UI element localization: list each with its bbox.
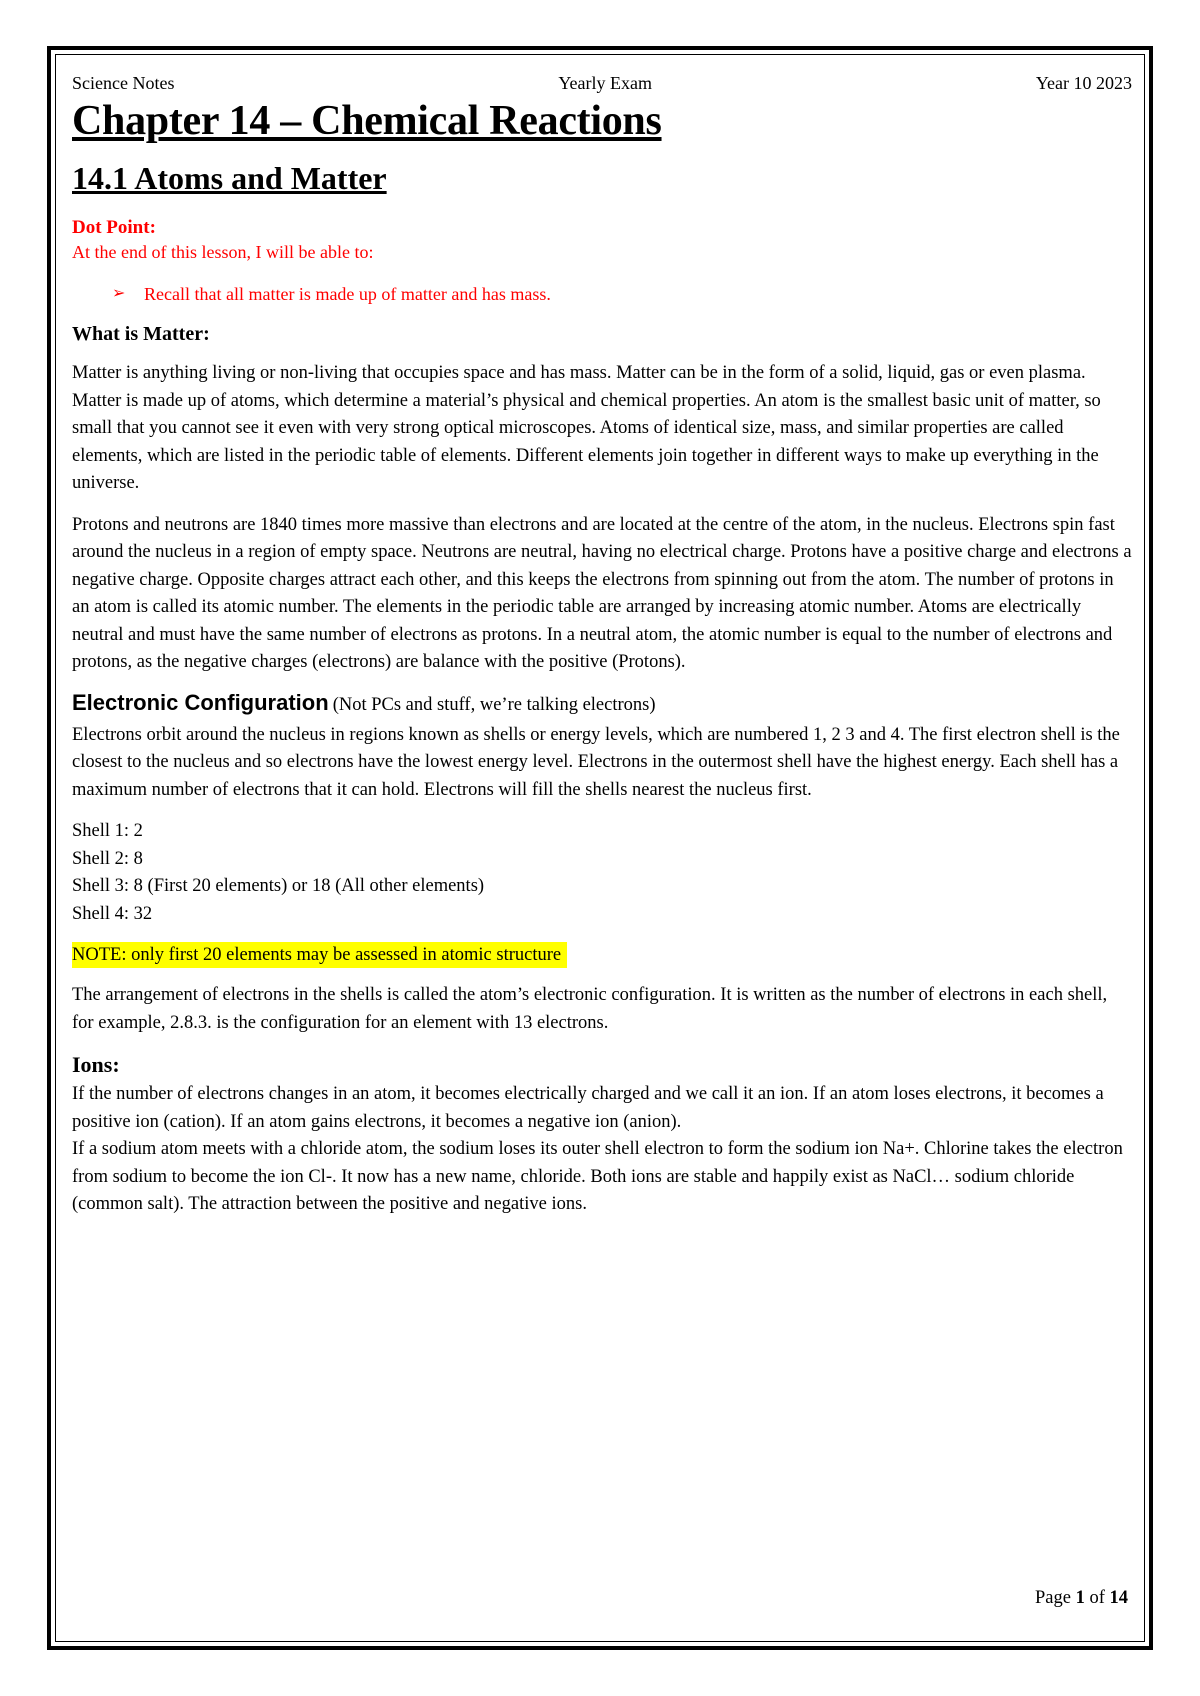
- paragraph: Matter is anything living or non-living that occupies space and has mass. Matter can be in the form of a solid, liquid, gas or even plasma. Matter is made up of atoms, which determine a material’s physical and chemical properties. An atom is the smallest basic unit of matter, so small that you cannot see it even with very strong optical microscopes. Atoms of identical size, mass, and similar properties are called elements, which are listed in the periodic table of elements. Different elements join together in different ways to make up everything in the universe.: [72, 363, 1101, 493]
- chapter-title: Chapter 14 – Chemical Reactions: [72, 98, 662, 144]
- what-is-matter-heading: What is Matter:: [72, 323, 210, 345]
- dot-point-list: [72, 282, 1132, 306]
- page-number: 1: [1075, 1588, 1085, 1608]
- of-word: of: [1089, 1588, 1105, 1608]
- dot-point-intro: At the end of this lesson, I will be able to:: [72, 242, 374, 262]
- assessment-note: NOTE: only first 20 elements may be assessed in atomic structure: [72, 942, 567, 968]
- shell-line: Shell 1: 2: [72, 821, 143, 841]
- paragraph: The arrangement of electrons in the shells is called the atom’s electronic configuration. It is written as the number of electrons in each shell, for example, 2.8.3. is the configuration for an element with 13 electrons.: [72, 985, 1108, 1033]
- arrow-bullet-icon: ➢: [112, 285, 126, 302]
- header-right: Year 10 2023: [1035, 73, 1132, 93]
- paragraph: Protons and neutrons are 1840 times more massive than electrons and are located at the centre of the atom, in the nucleus. Electrons spin fast around the nucleus in a region of empty space. Neutrons are neutral, having no electrical charge. Protons have a positive charge and electrons a negative charge. Opposite charges attract each other, and this keeps the electrons from spinning out from the atom. The number of protons in an atom is called its atomic number. The elements in the periodic table are arranged by increasing atomic number. Atoms are electrically neutral and must have the same number of electrons as protons. In a neutral atom, the atomic number is equal to the number of electrons and protons, as the negative charges (electrons) are balance with the positive (Protons).: [72, 514, 1132, 672]
- ions-text-1: If the number of electrons changes in an atom, it becomes electrically charged and we call it an ion. If an atom loses electrons, it becomes a positive ion (cation). If an atom gains electrons, it becomes a negative ion (anion).: [72, 1084, 1104, 1132]
- shell-line: Shell 2: 8: [72, 848, 143, 869]
- section-title: 14.1 Atoms and Matter: [72, 160, 387, 196]
- document-body: [72, 72, 1132, 1219]
- shell-list: [72, 818, 1132, 928]
- shell-line: Shell 4: 32: [72, 903, 153, 924]
- list-item: [112, 282, 1132, 306]
- paragraph: [72, 1081, 1132, 1219]
- electronic-configuration-heading-row: [72, 689, 1132, 720]
- ions-heading: Ions:: [72, 1052, 120, 1077]
- paragraph: Electrons orbit around the nucleus in regions known as shells or energy levels, which are numbered 1, 2 3 and 4. The first electron shell is the closest to the nucleus and so electrons have the lowest energy level. Electrons in the outermost shell have the highest energy. Each shell has a maximum number of electrons that it can hold. Electrons will fill the shells nearest the nucleus first.: [72, 724, 1120, 800]
- dot-point-heading: Dot Point:: [72, 217, 156, 238]
- shell-line: Shell 3: 8 (First 20 elements) or 18 (All other elements): [72, 876, 485, 896]
- header-left: Science Notes: [72, 73, 175, 93]
- header-center: Yearly Exam: [558, 73, 652, 93]
- ions-text-2: If a sodium atom meets with a chloride atom, the sodium loses its outer shell electron to form the sodium ion Na+. Chlorine takes the electron from sodium to become the ion Cl-. It now has a new name, chloride. Both ions are stable and happily exist as NaCl… sodium chloride (common salt). The attraction between the positive and negative ions.: [72, 1139, 1123, 1214]
- electronic-configuration-note: (Not PCs and stuff, we’re talking electrons): [332, 694, 656, 715]
- page-total: 14: [1109, 1588, 1128, 1608]
- page-header: [72, 72, 1132, 96]
- dot-point-text: Recall that all matter is made up of matter and has mass.: [144, 284, 551, 304]
- electronic-configuration-heading: Electronic Configuration: [72, 689, 329, 715]
- page-word: Page: [1034, 1588, 1071, 1608]
- page-footer: [1035, 1586, 1128, 1610]
